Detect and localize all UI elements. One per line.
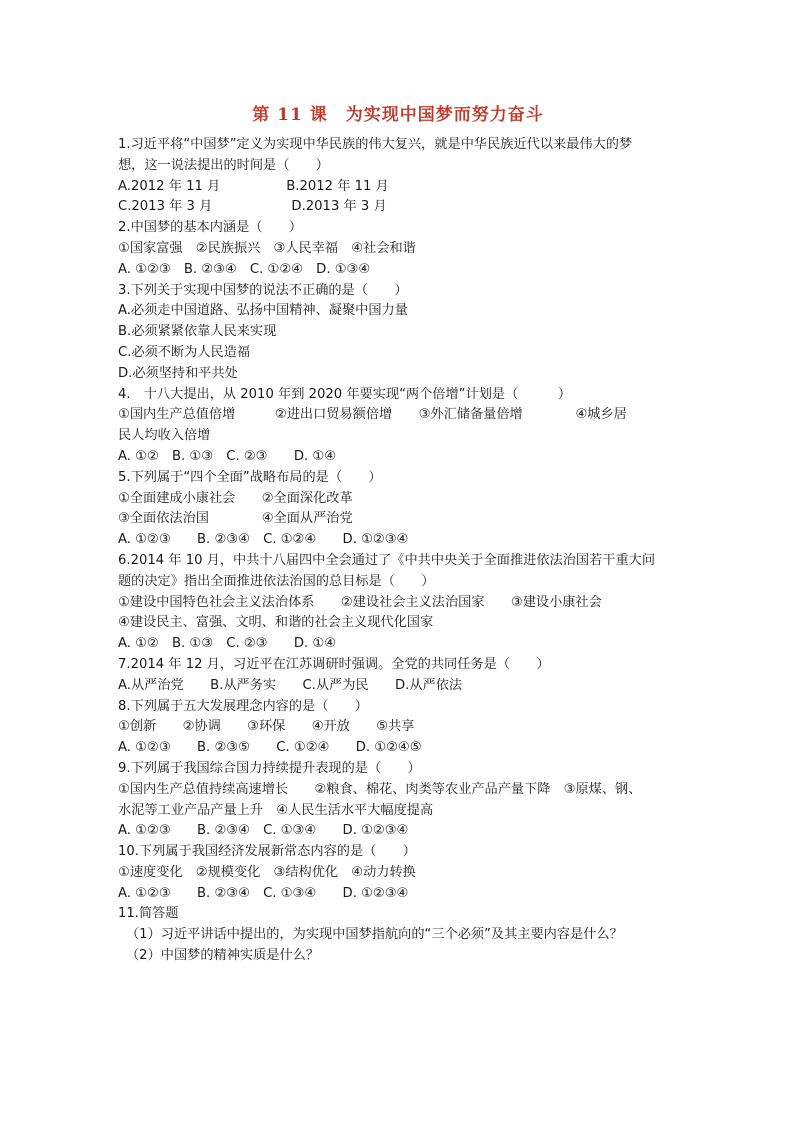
q1-stem: 1.习近平将“中国梦”定义为实现中华民族的伟大复兴，就是中华民族近代以来最伟大的梦 [118,137,633,152]
q11-sub-1: （1）习近平讲话中提出的，为实现中国梦指航向的“三个必须”及其主要内容是什么？ [126,927,623,943]
q6-stem: 6.2014 年 10 月，中共十八届四中全会通过了《中共中央关于全面推进依法治国若干重大问 [118,552,656,568]
q5-items-1: ①全面建成小康社会 ②全面深化改革 [118,490,353,506]
q10-items: ①速度变化 ②规模变化 ③结构优化 ④动力转换 [118,864,416,880]
q3-option-d: D.必须坚持和平共处 [118,365,238,381]
q8-stem: 8.下列属于五大发展理念内容的是（ ） [118,698,368,714]
q6-options: A. ①② B. ①③ C. ②③ D. ①④ [118,636,337,652]
q3-option-a: A.必须走中国道路、弘扬中国精神、凝聚中国力量 [118,303,408,319]
q1-options-cd: C.2013 年 3 月 D.2013 年 3 月 [118,199,387,215]
q3-stem: 3.下列关于实现中国梦的说法不正确的是（ ） [118,282,408,298]
q4-stem: 4. 十八大提出，从 2010 年到 2020 年要实现“两个倍增”计划是（ ） [118,386,572,402]
q1-stem-cont: 想，这一说法提出的时间是（ ） [118,157,329,173]
worksheet-page [118,103,678,967]
q9-options: A. ①②③ B. ②③④ C. ①③④ D. ①②③④ [118,823,409,839]
q2-items: ①国家富强 ②民族振兴 ③人民幸福 ④社会和谐 [118,240,416,256]
q4-items: ①国内生产总值倍增 ②进出口贸易额倍增 ③外汇储备量倍增 ④城乡居 [118,407,627,423]
q2-options: A. ①②③ B. ②③④ C. ①②④ D. ①③④ [118,261,371,277]
q7-stem: 7.2014 年 12 月，习近平在江苏调研时强调。全党的共同任务是（ ） [118,656,550,672]
q8-options: A. ①②③ B. ②③⑤ C. ①②④ D. ①②④⑤ [118,740,422,756]
q9-items-2: 水泥等工业产品产量上升 ④人民生活水平大幅度提高 [118,802,434,818]
q6-stem-cont: 题的决定》指出全面推进依法治国的总目标是（ ） [118,573,435,589]
q5-options: A. ①②③ B. ②③④ C. ①②④ D. ①②③④ [118,532,409,548]
q4-items-cont: 民人均收入倍增 [118,428,211,444]
q9-items-1: ①国内生产总值持续高速增长 ②粮食、棉花、肉类等农业产品产量下降 ③原煤、钢、 [118,781,642,797]
q1-options-ab: A.2012 年 11 月 B.2012 年 11 月 [118,178,389,194]
q10-options: A. ①②③ B. ②③④ C. ①③④ D. ①②③④ [118,885,409,901]
q5-stem: 5.下列属于“四个全面”战略布局的是（ ） [118,469,382,485]
q5-items-2: ③全面依法治国 ④全面从严治党 [118,511,353,527]
q3-option-c: C.必须不断为人民造福 [118,344,251,360]
q10-stem: 10.下列属于我国经济发展新常态内容的是（ ） [118,844,416,860]
q8-items: ①创新 ②协调 ③环保 ④开放 ⑤共享 [118,719,415,735]
q6-items-2: ④建设民主、富强、文明、和谐的社会主义现代化国家 [118,615,434,631]
q9-stem: 9.下列属于我国综合国力持续提升表现的是（ ） [118,760,421,776]
q2-stem: 2.中国梦的基本内涵是（ ） [118,220,303,236]
q11-heading: 11.简答题 [118,906,179,922]
q3-option-b: B.必须紧紧依靠人民来实现 [118,324,277,340]
q6-items-1: ①建设中国特色社会主义法治体系 ②建设社会主义法治国家 ③建设小康社会 [118,594,602,610]
lesson-title: 第 11 课 为实现中国梦而努力奋斗 [252,105,544,125]
q4-options: A. ①② B. ①③ C. ②③ D. ①④ [118,448,337,464]
q7-options: A.从严治党 B.从严务实 C.从严为民 D.从严依法 [118,677,463,693]
q11-sub-2: （2）中国梦的精神实质是什么？ [126,948,320,964]
